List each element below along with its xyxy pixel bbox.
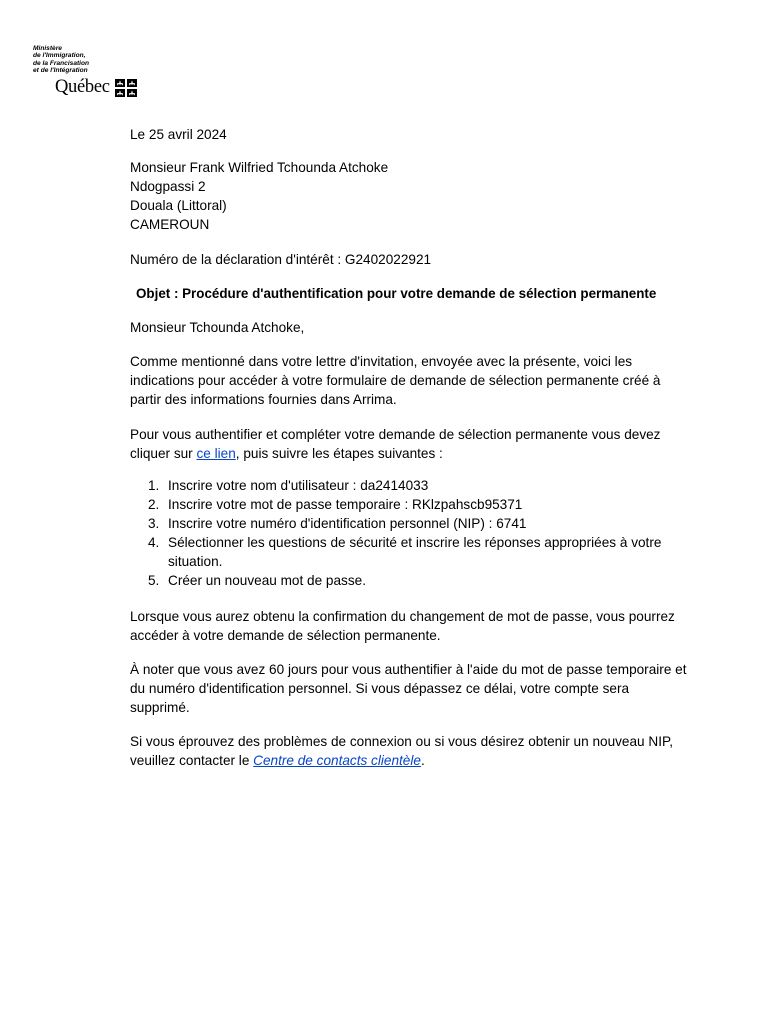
recipient-address: [130, 158, 388, 234]
salutation: Monsieur Tchounda Atchoke,: [130, 320, 305, 335]
contact-text: Si vous éprouvez des problèmes de connexion ou si vous désirez obtenir un nouveau NIP, veuillez contacter le: [130, 734, 674, 768]
step-number: 4.: [148, 535, 160, 550]
address-line: Monsieur Frank Wilfried Tchounda Atchoke: [130, 160, 389, 175]
authentication-text: Pour vous authentifier et compléter votre demande de sélection permanente vous devez cliquer sur: [130, 427, 661, 461]
step-text: Inscrire votre numéro d'identification personnel (NIP) : 6741: [168, 516, 527, 531]
step-number: 2.: [148, 497, 160, 512]
ministry-line: de l'Immigration,: [33, 52, 86, 60]
intro-paragraph: Comme mentionné dans votre lettre d'invitation, envoyée avec la présente, voici les indications pour accéder à votre formulaire de demande de sélection permanente créé à partir des informations fournies dans Arrima.: [130, 354, 661, 407]
address-line: CAMEROUN: [130, 217, 210, 232]
step-number: 1.: [148, 478, 160, 493]
ministry-line: et de l'Intégration: [33, 67, 88, 75]
quebec-wordmark-text: Québec: [55, 77, 110, 97]
deadline-paragraph: À noter que vous avez 60 jours pour vous authentifier à l'aide du mot de passe temporaire et du numéro d'identification personnel. Si vous dépassez ce délai, votre compte sera supprimé.: [130, 662, 687, 715]
step-text: Inscrire votre nom d'utilisateur : da2414033: [168, 478, 429, 493]
quebec-ministry-logo: [33, 45, 168, 100]
authentication-link[interactable]: ce lien: [196, 446, 236, 461]
step-number: 5.: [148, 573, 160, 588]
step-text: Inscrire votre mot de passe temporaire : RKlzpahscb95371: [168, 497, 523, 512]
contact-paragraph: [130, 732, 692, 770]
list-item: [130, 476, 692, 495]
authentication-paragraph: [130, 425, 692, 463]
confirmation-paragraph: Lorsque vous aurez obtenu la confirmation du changement de mot de passe, vous pourrez accéder à votre demande de sélection permanente.: [130, 609, 675, 643]
ministry-name: [33, 45, 168, 75]
list-item: [130, 514, 692, 533]
step-text: Sélectionner les questions de sécurité et inscrire les réponses appropriées à votre situation.: [168, 535, 662, 569]
fleur-de-lis-flag-icon: [115, 79, 137, 97]
ministry-line: de la Francisation: [33, 59, 90, 67]
address-line: Douala (Littoral): [130, 198, 227, 213]
ministry-line: Ministère: [33, 45, 62, 52]
address-line: Ndogpassi 2: [130, 179, 206, 194]
list-item: [130, 571, 692, 590]
contact-centre-link[interactable]: Centre de contacts clientèle: [253, 753, 421, 768]
letter-subject: Objet : Procédure d'authentification pour votre demande de sélection permanente: [136, 286, 657, 301]
contact-text-end: .: [420, 753, 425, 768]
step-text: Créer un nouveau mot de passe.: [168, 573, 366, 588]
authentication-text-end: , puis suivre les étapes suivantes :: [235, 446, 443, 461]
list-item: [130, 495, 692, 514]
letter-date: Le 25 avril 2024: [130, 127, 227, 142]
steps-list: [130, 476, 692, 590]
list-item: [130, 533, 692, 571]
quebec-wordmark: [55, 77, 137, 97]
declaration-number: Numéro de la déclaration d'intérêt : G2402022921: [130, 252, 432, 267]
step-number: 3.: [148, 516, 160, 531]
